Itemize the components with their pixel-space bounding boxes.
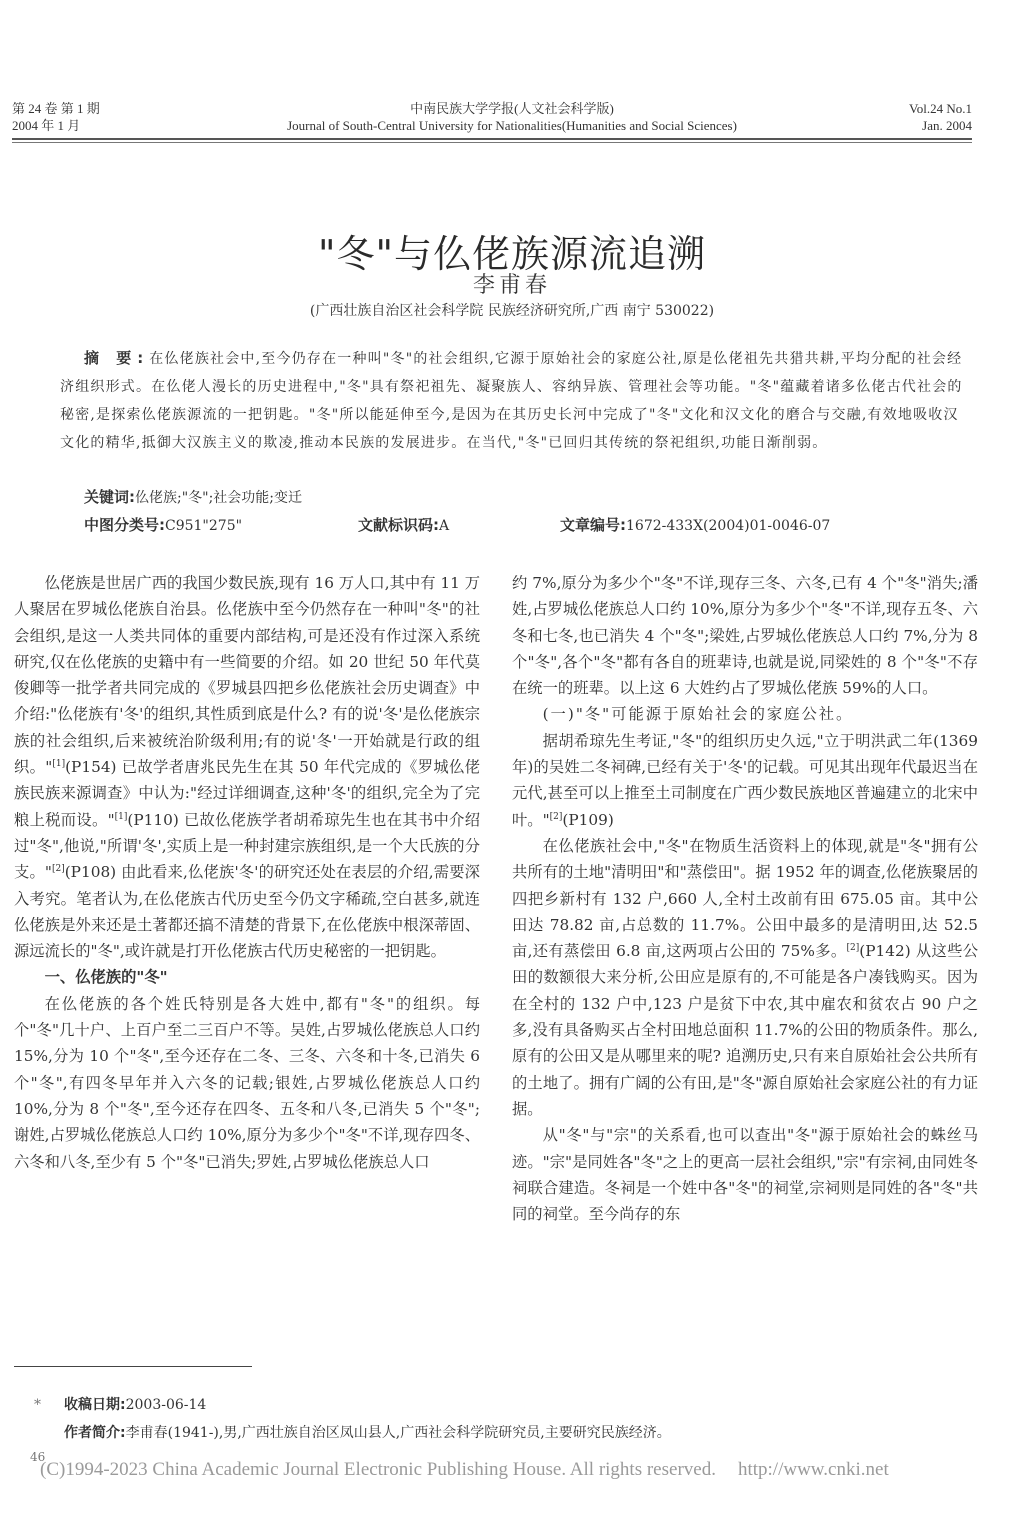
received-date: 2003-06-14	[125, 1397, 207, 1413]
doc-code-value: A	[439, 518, 450, 534]
received-label: 收稿日期:	[64, 1397, 126, 1413]
header-rule-thin	[12, 142, 972, 143]
paragraph-surnames-cont: 约 7%,原分为多少个"冬"不详,现存三冬、六冬,已有 4 个"冬"消失;潘姓,占罗城仫佬族总人口约 10%,原分为多少个"冬"不详,现存五冬、六冬和七冬,也已消失 4 个"冬";梁姓,占罗城仫佬族总人口约 7%,分为 8 个"冬",各个"冬"都有各自的班辈诗,也就是说,同梁姓的 8 个"冬"不存在统一的班辈。以上这 6 大姓约占了罗城仫佬族 59%的人口。	[512, 574, 978, 698]
clc-label: 中图分类号:	[84, 516, 165, 534]
citation-ref[interactable]: [1]	[114, 811, 128, 822]
bio-label: 作者简介:	[64, 1425, 126, 1441]
paragraph-history: 据胡希琼先生考证,"冬"的组织历史久远,"立于明洪武二年(1369 年)的吴姓二冬祠碑,已经有关于'冬'的记载。可见其出现年代最迟当在元代,甚至可以上推至土司制度在广西少数民族地区普遍建立的北宋中叶。"[2](P109)	[512, 731, 978, 829]
paragraph-land: 在仫佬族社会中,"冬"在物质生活资料上的体现,就是"冬"拥有公共所有的土地"清明田"和"蒸偿田"。据 1952 年的调查,仫佬族聚居的四把乡新村有 132 户,660 人,全村土改前有田 675.05 亩。其中公田达 78.82 亩,占总数的 11.7%。公田中最多的是清明田,达 52.5 亩,还有蒸偿田 6.8 亩,这两项占公田的 75%多。[2](P142) 从这些公田的数额很大来分析,公田应是原有的,不可能是各户凑钱购买。因为在全村的 132 户中,123 户是贫下中农,其中雇农和贫农占 90 户之多,没有具备购买占全村田地总面积 11.7%的公田的物质条件。那么,原有的公田又是从哪里来的呢? 追溯历史,只有来自原始社会公共所有的土地了。拥有广阔的公有田,是"冬"源自原始社会家庭公社的有力证据。	[512, 836, 978, 1118]
citation-ref[interactable]: [2]	[51, 864, 65, 875]
journal-title-cn: 中南民族大学学报(人文社会科学版)	[410, 101, 614, 116]
abstract-text: 在仫佬族社会中,至今仍存在一种叫"冬"的社会组织,它源于原始社会的家庭公社,原是仫佬祖先共猎共耕,平均分配的社会经济组织形式。在仫佬人漫长的历史进程中,"冬"具有祭祀祖先、凝聚族人、容纳异族、管理社会等功能。"冬"蕴藏着诸多仫佬古代社会的秘密,是探索仫佬族源流的一把钥匙。"冬"所以能延伸至今,是因为在其历史长河中完成了"冬"文化和汉文化的磨合与交融,有效地吸收汉文化的精华,抵御大汉族主义的欺凌,推动本民族的发展进步。在当代,"冬"已回归其传统的祭祀组织,功能日渐削弱。	[60, 351, 963, 451]
journal-title-en: Journal of South-Central University for Nationalities(Humanities and Social Sciences)	[287, 118, 737, 133]
author-affiliation: (广西壮族自治区社会科学院 民族经济研究所,广西 南宁 530022)	[309, 303, 715, 319]
citation-ref[interactable]: [2]	[549, 811, 563, 822]
clc-number	[84, 514, 242, 535]
footnote-marker: *	[34, 1397, 41, 1413]
section-heading-1: 一、仫佬族的"冬"	[44, 968, 168, 987]
header-right	[909, 100, 972, 134]
keywords-text: 仫佬族;"冬";社会功能;变迁	[135, 490, 303, 506]
subsection-heading-1: (一)"冬"可能源于原始社会的家庭公社。	[542, 705, 854, 724]
doc-code-label: 文献标识码:	[358, 516, 439, 534]
article-number-value: 1672-433X(2004)01-0046-07	[626, 518, 831, 534]
document-code	[358, 514, 449, 535]
article-title: "冬"与仫佬族源流追溯	[318, 232, 706, 277]
copyright-text: (C)1994-2023 China Academic Journal Electronic Publishing House. All rights reserved.	[40, 1459, 716, 1480]
author-name: 李甫春	[472, 273, 551, 298]
volume-issue-cn: 第 24 卷 第 1 期	[12, 101, 100, 116]
date-en: Jan. 2004	[922, 118, 972, 133]
keywords-label: 关键词:	[84, 488, 135, 506]
article-number-label: 文章编号:	[560, 516, 626, 534]
paragraph-clan: 从"冬"与"宗"的关系看,也可以查出"冬"源于原始社会的蛛丝马迹。"宗"是同姓各"冬"之上的更高一层社会组织,"宗"有宗祠,由同姓冬祠联合建造。冬祠是一个姓中各"冬"的祠堂,宗祠则是同姓的各"冬"共同的祠堂。至今尚存的东	[512, 1126, 978, 1224]
abstract	[60, 344, 968, 457]
citation-ref[interactable]: [2]	[846, 943, 860, 954]
paragraph-intro: 仫佬族是世居广西的我国少数民族,现有 16 万人口,其中有 11 万人聚居在罗城仫佬族自治县。仫佬族中至今仍然存在一种叫"冬"的社会组织,是这一人类共同体的重要内部结构,可是还没有作过深入系统研究,仅在仫佬族的史籍中有一些简要的介绍。如 20 世纪 50 年代莫俊卿等一批学者共同完成的《罗城县四把乡仫佬族社会历史调查》中介绍:"仫佬族有'冬'的组织,其性质到底是什么? 有的说'冬'是仫佬族宗族的社会组织,后来被统治阶级利用;有的说'冬'一开始就是行政的组织。"[1](P154) 已故学者唐兆民先生在其 50 年代完成的《罗城仫佬族民族来源调查》中认为:"经过详细调查,这种'冬'的组织,完全为了完粮上税而设。"[1](P110) 已故仫佬族学者胡希琼先生也在其书中介绍过"冬",他说,"所谓'冬',实质上是一种封建宗族组织,是一个大氏族的分支。"[2](P108) 由此看来,仫佬族'冬'的研究还处在表层的介绍,需要深入考究。笔者认为,在仫佬族古代历史至今仍文字稀疏,空白甚多,就连仫佬族是外来还是土著都还搞不清楚的背景下,在仫佬族中根深蒂固、源远流长的"冬",或许就是打开仫佬族古代历史秘密的一把钥匙。	[14, 574, 480, 961]
clc-value: C951"275"	[165, 518, 243, 534]
header-center	[0, 100, 1024, 134]
cnki-link[interactable]: http://www.cnki.net	[737, 1459, 889, 1480]
article-number	[560, 514, 830, 535]
citation-ref[interactable]: [1]	[52, 758, 66, 769]
bio-text: 李甫春(1941-),男,广西壮族自治区凤山县人,广西社会科学院研究员,主要研究民族经济。	[125, 1425, 671, 1441]
copyright-line	[40, 1459, 889, 1481]
keywords	[84, 486, 302, 507]
abstract-label: 摘 要:	[84, 349, 150, 367]
date-cn: 2004 年 1 月	[12, 118, 81, 133]
paragraph-surnames: 在仫佬族的各个姓氏特别是各大姓中,都有"冬"的组织。每个"冬"几十户、上百户至二三百户不等。吴姓,占罗城仫佬族总人口约 15%,分为 10 个"冬",至今还存在二冬、三冬、六冬和十冬,已消失 6 个"冬",有四冬早年并入六冬的记载;银姓,占罗城仫佬族总人口约 10%,分为 8 个"冬",至今还存在四冬、五冬和八冬,已消失 5 个"冬";谢姓,占罗城仫佬族总人口约 10%,原分为多少个"冬"不详,现存四冬、六冬和八冬,至少有 5 个"冬"已消失;罗姓,占罗城仫佬族总人口	[14, 994, 480, 1171]
footnote-received	[34, 1394, 206, 1414]
header-rule	[12, 138, 972, 140]
body-column-left	[14, 570, 480, 1175]
footnote-author-bio	[64, 1422, 671, 1442]
footnote-rule	[14, 1366, 252, 1367]
page-number: 46	[30, 1450, 46, 1464]
volume-issue-en: Vol.24 No.1	[909, 101, 972, 116]
body-column-right	[512, 570, 978, 1227]
